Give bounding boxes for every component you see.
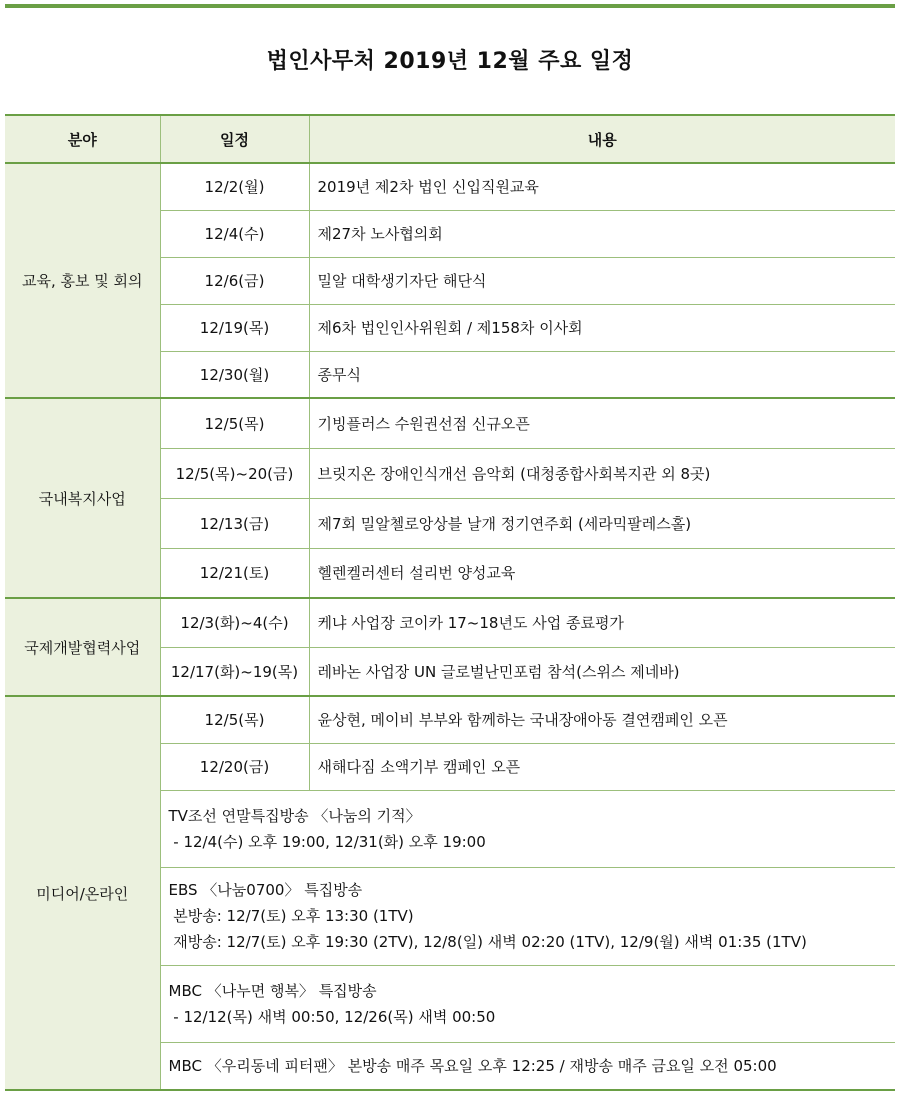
header-field: 분야	[5, 115, 160, 163]
table-row	[5, 598, 895, 647]
date-cell: 12/2(월)	[160, 163, 309, 210]
date-cell: 12/4(수)	[160, 210, 309, 257]
date-cell: 12/21(토)	[160, 548, 309, 598]
content-cell: 헬렌켈러센터 설리번 양성교육	[309, 548, 895, 598]
header-row	[5, 115, 895, 163]
content-cell: 브릿지온 장애인식개선 음악회 (대청종합사회복지관 외 8곳)	[309, 448, 895, 498]
content-cell: 케냐 사업장 코이카 17~18년도 사업 종료평가	[309, 598, 895, 647]
page-title: 법인사무처 2019년 12월 주요 일정	[266, 49, 634, 74]
date-cell: 12/13(금)	[160, 498, 309, 548]
content-cell: 2019년 제2차 법인 신입직원교육	[309, 163, 895, 210]
date-cell: 12/30(월)	[160, 351, 309, 398]
content-cell: 기빙플러스 수원권선점 신규오픈	[309, 398, 895, 448]
broadcast-cell	[160, 790, 895, 867]
broadcast-cell	[160, 1042, 895, 1090]
schedule-table	[5, 114, 895, 1091]
date-cell: 12/19(목)	[160, 304, 309, 351]
broadcast-line: - 12/4(수) 오후 19:00, 12/31(화) 오후 19:00	[168, 832, 486, 851]
table-row	[5, 163, 895, 210]
content-cell: 새해다짐 소액기부 캠페인 오픈	[309, 743, 895, 790]
table-row	[5, 696, 895, 743]
broadcast-cell	[160, 965, 895, 1042]
broadcast-line: MBC 〈나누면 행복〉 특집방송	[168, 981, 377, 1000]
content-cell: 제7회 밀알첼로앙상블 날개 정기연주회 (세라믹팔레스홀)	[309, 498, 895, 548]
broadcast-line: 본방송: 12/7(토) 오후 13:30 (1TV)	[168, 907, 414, 925]
broadcast-line: - 12/12(목) 새벽 00:50, 12/26(목) 새벽 00:50	[168, 1007, 496, 1026]
broadcast-cell	[160, 867, 895, 965]
date-cell: 12/3(화)~4(수)	[160, 598, 309, 647]
content-cell: 레바논 사업장 UN 글로벌난민포럼 참석(스위스 제네바)	[309, 647, 895, 696]
broadcast-line: 재방송: 12/7(토) 오후 19:30 (2TV), 12/8(일) 새벽 02:20 (1TV), 12/9(월) 새벽 01:35 (1TV)	[168, 933, 807, 951]
content-cell: 제27차 노사협의회	[309, 210, 895, 257]
content-cell: 종무식	[309, 351, 895, 398]
content-cell: 밀알 대학생기자단 해단식	[309, 257, 895, 304]
field-cell: 국제개발협력사업	[5, 598, 160, 696]
date-cell: 12/20(금)	[160, 743, 309, 790]
top-rule	[5, 4, 895, 8]
field-cell: 국내복지사업	[5, 398, 160, 598]
date-cell: 12/5(목)~20(금)	[160, 448, 309, 498]
field-cell: 교육, 홍보 및 회의	[5, 163, 160, 398]
content-cell: 제6차 법인인사위원회 / 제158차 이사회	[309, 304, 895, 351]
field-cell: 미디어/온라인	[5, 696, 160, 1090]
date-cell: 12/5(목)	[160, 398, 309, 448]
content-cell: 윤상현, 메이비 부부와 함께하는 국내장애아동 결연캠페인 오픈	[309, 696, 895, 743]
broadcast-line: EBS 〈나눔0700〉 특집방송	[168, 881, 363, 899]
broadcast-line: MBC 〈우리동네 피터팬〉 본방송 매주 목요일 오후 12:25 / 재방송 매주 금요일 오전 05:00	[168, 1056, 777, 1075]
date-cell: 12/17(화)~19(목)	[160, 647, 309, 696]
date-cell: 12/5(목)	[160, 696, 309, 743]
header-content: 내용	[309, 115, 895, 163]
table-row	[5, 398, 895, 448]
date-cell: 12/6(금)	[160, 257, 309, 304]
header-date: 일정	[160, 115, 309, 163]
broadcast-line: TV조선 연말특집방송 〈나눔의 기적〉	[168, 806, 421, 825]
